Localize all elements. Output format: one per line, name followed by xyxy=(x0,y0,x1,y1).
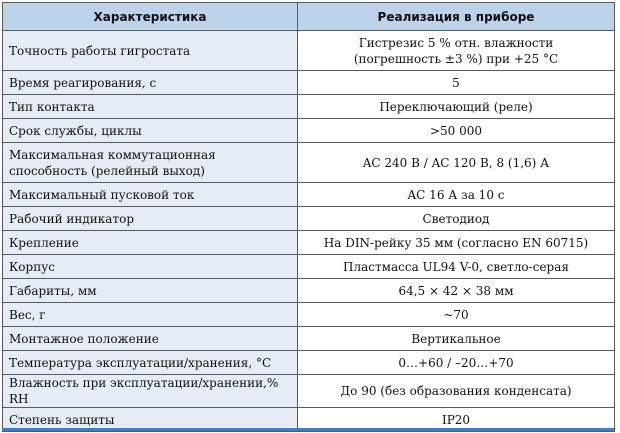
value-cell xyxy=(298,279,615,303)
characteristic-text: Время реагирования, с xyxy=(9,75,157,90)
value-cell xyxy=(298,119,615,143)
characteristic-cell xyxy=(3,71,298,95)
value-cell xyxy=(298,231,615,255)
characteristic-text: Монтажное положение xyxy=(9,331,159,346)
value-text: До 90 (без образования конденсата) xyxy=(340,384,572,398)
characteristic-text: Температура эксплуатации/хранения, °С xyxy=(9,355,272,370)
value-cell xyxy=(298,255,615,279)
characteristic-cell xyxy=(3,119,298,143)
value-cell xyxy=(298,31,615,71)
value-cell xyxy=(298,327,615,351)
characteristic-cell xyxy=(3,255,298,279)
value-cell xyxy=(298,351,615,375)
table-row xyxy=(3,231,615,255)
characteristic-text: Максимальная коммутационная xyxy=(9,147,216,162)
characteristic-text: Вес, г xyxy=(9,307,46,322)
value-text: 0…+60 / –20…+70 xyxy=(398,355,514,370)
value-text: Гистрезис 5 % отн. влажности xyxy=(358,35,554,50)
value-text: IP20 xyxy=(441,412,471,427)
table-header-row xyxy=(3,3,615,31)
value-text: AC 16 А за 10 с xyxy=(407,187,505,202)
table-row xyxy=(3,31,615,71)
table-row xyxy=(3,351,615,375)
characteristic-text: способность (релейный выход) xyxy=(9,163,205,178)
bottom-accent-rule xyxy=(2,428,614,431)
characteristic-cell xyxy=(3,375,298,408)
characteristic-cell xyxy=(3,143,298,183)
table-row xyxy=(3,95,615,119)
table-row xyxy=(3,279,615,303)
value-cell xyxy=(298,95,615,119)
value-text: >50 000 xyxy=(429,123,483,138)
characteristic-cell xyxy=(3,279,298,303)
value-text: На DIN-рейку 35 мм (согласно EN 60715) xyxy=(323,235,589,250)
characteristic-text: Корпус xyxy=(9,259,55,274)
value-text: Вертикальное xyxy=(411,331,501,346)
characteristic-cell xyxy=(3,95,298,119)
characteristic-text: Срок службы, циклы xyxy=(9,123,142,138)
characteristic-text: Рабочий индикатор xyxy=(9,211,135,226)
characteristic-text: Точность работы гигростата xyxy=(9,43,191,58)
value-text: Светодиод xyxy=(422,211,490,226)
characteristic-text: Влажность при эксплуатации/хранении,% RH xyxy=(9,376,279,406)
table-row xyxy=(3,207,615,231)
table-row xyxy=(3,327,615,351)
table-row xyxy=(3,119,615,143)
value-text: 64,5 × 42 × 38 мм xyxy=(398,283,514,298)
spec-table xyxy=(2,2,615,432)
value-cell xyxy=(298,143,615,183)
value-cell xyxy=(298,183,615,207)
value-text: 5 xyxy=(452,75,460,90)
table-body xyxy=(3,31,615,432)
value-text: Переключающий (реле) xyxy=(379,99,533,114)
value-text: Пластмасса UL94 V-0, светло-серая xyxy=(343,259,569,274)
header-implementation: Реализация в приборе xyxy=(298,3,615,31)
table-row xyxy=(3,375,615,408)
characteristic-cell xyxy=(3,327,298,351)
value-cell xyxy=(298,207,615,231)
header-characteristic: Характеристика xyxy=(3,3,298,31)
value-text: (погрешность ±3 %) при +25 °С xyxy=(353,51,559,66)
value-cell xyxy=(298,375,615,408)
table-row xyxy=(3,255,615,279)
table-row xyxy=(3,71,615,95)
characteristic-cell xyxy=(3,31,298,71)
characteristic-text: Крепление xyxy=(9,235,79,250)
table-row xyxy=(3,183,615,207)
value-cell xyxy=(298,303,615,327)
characteristic-cell xyxy=(3,351,298,375)
value-text: AC 240 В / AC 120 В, 8 (1,6) А xyxy=(362,155,550,170)
characteristic-cell xyxy=(3,207,298,231)
table-row xyxy=(3,303,615,327)
table-row xyxy=(3,143,615,183)
characteristic-cell xyxy=(3,303,298,327)
characteristic-text: Тип контакта xyxy=(9,99,95,114)
value-cell xyxy=(298,71,615,95)
characteristic-text: Степень защиты xyxy=(9,412,115,427)
characteristic-cell xyxy=(3,183,298,207)
characteristic-text: Максимальный пусковой ток xyxy=(9,187,195,202)
value-text: ~70 xyxy=(443,307,469,322)
characteristic-cell xyxy=(3,231,298,255)
characteristic-text: Габариты, мм xyxy=(9,283,97,298)
